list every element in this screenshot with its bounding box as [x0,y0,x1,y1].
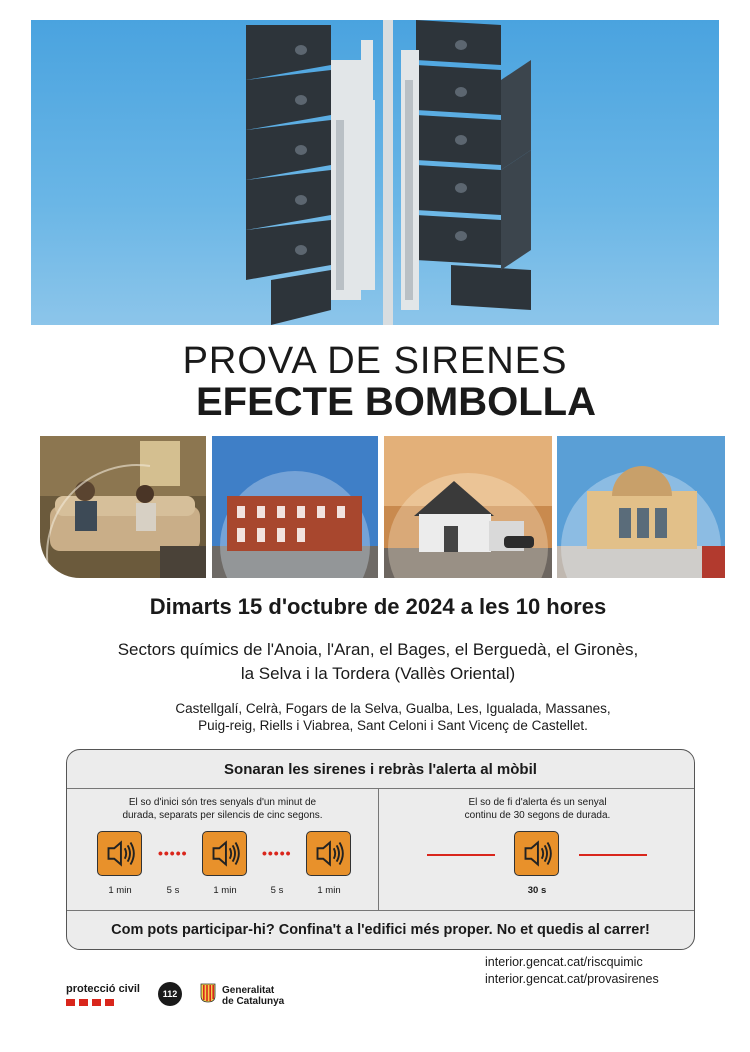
link-provasirenes[interactable]: interior.gencat.cat/provasirenes [485,972,659,986]
continuous-signal-line [579,854,647,856]
speaker-icon [514,831,559,876]
duration-label: 1 min [213,885,237,896]
towns-line: Castellgalí, Celrà, Fogars de la Selva, Gualba, Les, Igualada, Massanes, [175,701,611,716]
siren-icon [31,20,719,325]
duration-label: 5 s [166,885,180,896]
photo-market-building [557,436,725,578]
hero-siren-photo [31,20,719,325]
sectors-text [0,638,750,686]
silence-dots: ••••• [262,845,292,861]
speaker-icon [202,831,247,876]
duration-label: 1 min [108,885,132,896]
speaker-icon [97,831,142,876]
logo-text: protecció civil [66,983,140,995]
duration-label: 5 s [270,885,284,896]
end-signal-panel [379,789,695,910]
generalitat-shield-icon [200,983,216,1003]
speaker-icon [306,831,351,876]
info-box-footer: Com pots participar-hi? Confina't a l'edifici més proper. No et quedis al carrer! [67,910,694,950]
photo-white-house [384,436,552,578]
photo-living-room [40,436,206,578]
generalitat-logo-text [222,985,284,1007]
start-signal-panel [67,789,379,910]
continuous-signal-line [427,854,495,856]
note-line: continu de 30 segons de durada. [464,810,611,821]
link-riscquimic[interactable]: interior.gencat.cat/riscquimic [485,955,643,969]
end-signal-note [379,796,695,822]
note-line: El so de fi d'alerta és un senyal [468,797,607,808]
siren-info-box [66,749,695,950]
title-line-2: EFECTE BOMBOLLA [196,380,596,424]
duration-label: 30 s [527,885,547,896]
silence-dots: ••••• [158,845,188,861]
towns-text [0,700,750,734]
emergency-112-logo: 112 [158,982,182,1006]
start-signal-note [67,796,378,822]
sectors-line: la Selva i la Tordera (Vallès Oriental) [240,664,516,683]
sectors-line: Sectors químics de l'Anoia, l'Aran, el Bages, el Berguedà, el Gironès, [117,640,639,659]
title-line-1: PROVA DE SIRENES [182,340,568,382]
note-line: El so d'inici són tres senyals d'un minut de [128,797,317,808]
note-line: durada, separats per silencis de cinc segons. [122,810,323,821]
logo-text: Generalitat [222,985,275,996]
logo-text: de Catalunya [222,996,285,1007]
towns-line: Puig-reig, Riells i Viabrea, Sant Celoni i Sant Vicenç de Castellet. [198,718,588,733]
event-date: Dimarts 15 d'octubre de 2024 a les 10 hores [149,594,607,619]
proteccio-civil-logo [66,983,140,1006]
duration-label: 1 min [317,885,341,896]
photo-brick-building [212,436,378,578]
info-box-header: Sonaran les sirenes i rebràs l'alerta al mòbil [67,750,694,789]
